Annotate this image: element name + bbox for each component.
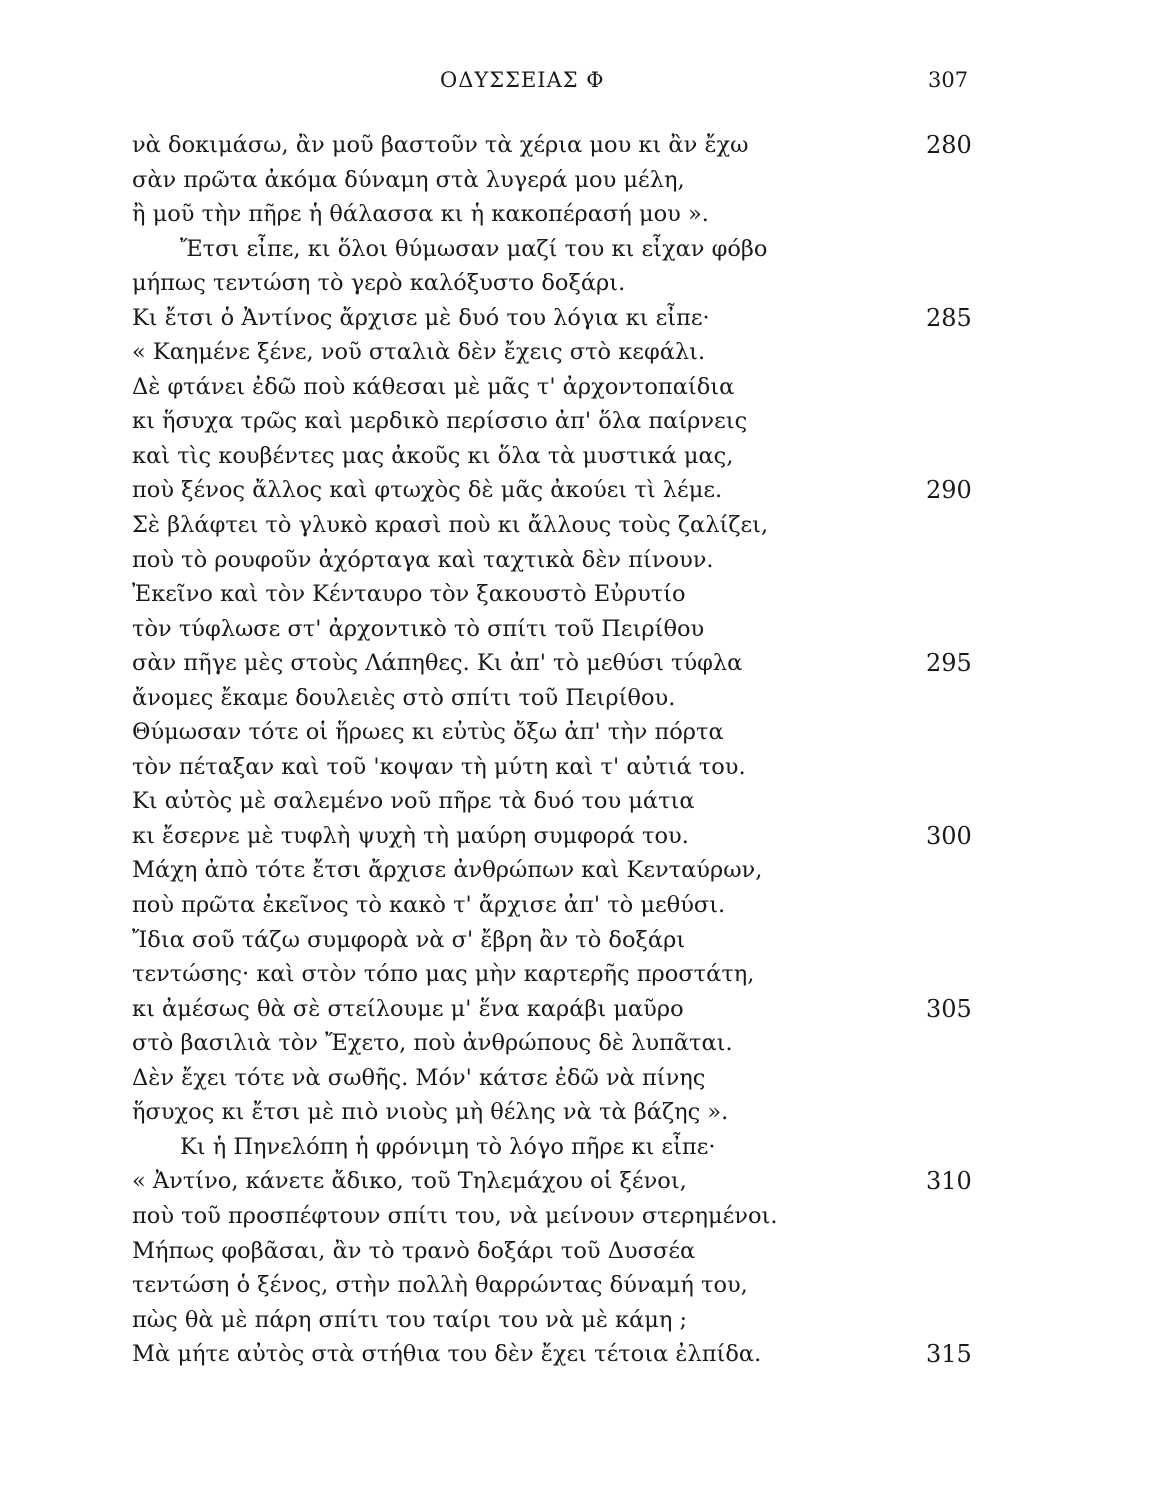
- verse-text: ποὺ τοῦ προσπέφτουν σπίτι του, νὰ μείνουν στερημένοι.: [132, 1202, 778, 1229]
- verse-line: [132, 163, 1032, 198]
- verse-text: Θύμωσαν τότε οἱ ἥρωες κι εὐτὺς ὄξω ἀπ' τὴν πόρτα: [132, 719, 724, 746]
- verse-text: ποὺ τὸ ρουφοῦν ἀχόρταγα καὶ ταχτικὰ δὲν πίνουν.: [132, 546, 714, 573]
- verse-line: [132, 577, 1032, 612]
- line-number: 305: [926, 994, 972, 1023]
- verse-line: [132, 266, 1032, 301]
- verse-text: μήπως τεντώση τὸ γερὸ καλόξυστο δοξάρι.: [132, 270, 626, 297]
- verse-text: Ἴδια σοῦ τάζω συμφορὰ νὰ σ' ἔβρη ἂν τὸ δοξάρι: [132, 926, 686, 953]
- verse-text: Κι αὐτὸς μὲ σαλεμένο νοῦ πῆρε τὰ δυό του μάτια: [132, 788, 695, 815]
- verse-line: [132, 197, 1032, 232]
- verse-text: καὶ τὶς κουβέντες μας ἀκοῦς κι ὅλα τὰ μυστικά μας,: [132, 442, 734, 469]
- verse-line: [132, 1234, 1032, 1269]
- verse-text: κι ἀμέσως θὰ σὲ στείλουμε μ' ἕνα καράβι μαῦρο: [132, 995, 684, 1022]
- verse-text: κι ἥσυχα τρῶς καὶ μερδικὸ περίσσιο ἀπ' ὅλα παίρνεις: [132, 408, 748, 435]
- verse-line: [132, 1199, 1032, 1234]
- line-number: 280: [926, 131, 972, 159]
- line-number: 290: [926, 476, 972, 505]
- line-number: 285: [926, 303, 972, 332]
- line-number: 315: [926, 1340, 972, 1369]
- verse-text: τὸν τύφλωσε στ' ἀρχοντικὸ τὸ σπίτι τοῦ Πειρίθου: [132, 615, 705, 642]
- verse-text: Ἐκεῖνο καὶ τὸν Κένταυρο τὸν ξακουστὸ Εὐρυτίο: [132, 581, 686, 608]
- verse-text: « Ἀντίνο, κάνετε ἄδικο, τοῦ Τηλεμάχου οἱ ξένοι,: [132, 1168, 687, 1195]
- verse-line: [132, 1026, 1032, 1061]
- verse-text: Μάχη ἀπὸ τότε ἔτσι ἄρχισε ἀνθρώπων καὶ Κενταύρων,: [132, 857, 763, 884]
- running-title: ΟΔΥΣΣΕΙΑΣ Φ: [440, 68, 605, 92]
- verse-line: [132, 301, 1032, 336]
- verse-line: [132, 1337, 1032, 1372]
- verse-text: Ἔτσι εἶπε, κι ὅλοι θύμωσαν μαζί του κι εἶχαν φόβο: [180, 235, 768, 262]
- verse-text: Κι ἔτσι ὁ Ἀντίνος ἄρχισε μὲ δυό του λόγια κι εἶπε·: [132, 304, 710, 331]
- verse-line: [132, 232, 1032, 267]
- verse-text: τεντώσης· καὶ στὸν τόπο μας μὴν καρτερῆς προστάτη,: [132, 961, 755, 988]
- verse-line: [132, 612, 1032, 647]
- verse-text: ποὺ ξένος ἄλλος καὶ φτωχὸς δὲ μᾶς ἀκούει τὶ λέμε.: [132, 477, 723, 504]
- page-header: [0, 68, 1156, 98]
- verse-line: [132, 1164, 1032, 1199]
- line-number: 310: [926, 1167, 972, 1196]
- verse-line: [132, 473, 1032, 508]
- line-number: 295: [926, 649, 972, 678]
- verse-line: [132, 1130, 1032, 1165]
- verse-text: ποὺ πρῶτα ἐκεῖνος τὸ κακὸ τ' ἄρχισε ἀπ' τὸ μεθύσι.: [132, 892, 726, 919]
- verse-line: [132, 646, 1032, 681]
- verse-line: [132, 439, 1032, 474]
- verse-text: τὸν πέταξαν καὶ τοῦ 'κοψαν τὴ μύτη καὶ τ' αὐτιά του.: [132, 753, 746, 780]
- page-number: 307: [928, 68, 969, 92]
- verse-text: ἄνομες ἔκαμε δουλειὲς στὸ σπίτι τοῦ Πειρίθου.: [132, 684, 676, 711]
- verse-line: [132, 819, 1032, 854]
- verse-line: [132, 404, 1032, 439]
- verse-line: [132, 543, 1032, 578]
- verse-line: [132, 1061, 1032, 1096]
- verse-text: στὸ βασιλιὰ τὸν Ἔχετο, ποὺ ἀνθρώπους δὲ λυπᾶται.: [132, 1030, 733, 1057]
- verse-line: [132, 1268, 1032, 1303]
- verse-text: Δὲ φτάνει ἐδῶ ποὺ κάθεσαι μὲ μᾶς τ' ἀρχοντοπαίδια: [132, 373, 735, 400]
- verse-text: ἥσυχος κι ἔτσι μὲ πιὸ νιοὺς μὴ θέλης νὰ τὰ βάζης ».: [132, 1099, 729, 1126]
- verse-line: [132, 335, 1032, 370]
- verse-text: « Καημένε ξένε, νοῦ σταλιὰ δὲν ἔχεις στὸ κεφάλι.: [132, 339, 706, 366]
- verse-line: [132, 128, 1032, 163]
- verse-text: σὰν πῆγε μὲς στοὺς Λάπηθες. Κι ἀπ' τὸ μεθύσι τύφλα: [132, 650, 743, 677]
- verse-text: Σὲ βλάφτει τὸ γλυκὸ κρασὶ ποὺ κι ἄλλους τοὺς ζαλίζει,: [132, 512, 769, 539]
- verse-text: σὰν πρῶτα ἀκόμα δύναμη στὰ λυγερά μου μέλη,: [132, 166, 685, 193]
- verse-line: [132, 992, 1032, 1027]
- verse-line: [132, 1095, 1032, 1130]
- verse-text: Μήπως φοβᾶσαι, ἂν τὸ τρανὸ δοξάρι τοῦ Δυσσέα: [132, 1237, 696, 1264]
- verse-text: Δὲν ἔχει τότε νὰ σωθῆς. Μόν' κάτσε ἐδῶ νὰ πίνης: [132, 1064, 706, 1091]
- verse-text: νὰ δοκιμάσω, ἂν μοῦ βαστοῦν τὰ χέρια μου κι ἂν ἔχω: [132, 132, 749, 158]
- verse-text: πὼς θὰ μὲ πάρη σπίτι του ταίρι του νὰ μὲ κάμη ;: [132, 1306, 688, 1333]
- verse-text: κι ἔσερνε μὲ τυφλὴ ψυχὴ τὴ μαύρη συμφορά του.: [132, 822, 689, 849]
- verse-line: [132, 888, 1032, 923]
- verse-line: [132, 715, 1032, 750]
- verse-text: τεντώση ὁ ξένος, στὴν πολλὴ θαρρώντας δύναμή του,: [132, 1272, 748, 1299]
- verse-line: [132, 508, 1032, 543]
- verse-line: [132, 784, 1032, 819]
- verse-text: Κι ἡ Πηνελόπη ἡ φρόνιμη τὸ λόγο πῆρε κι εἶπε·: [180, 1133, 716, 1160]
- line-number: 300: [926, 821, 972, 850]
- verse-line: [132, 750, 1032, 785]
- verse-text: ἢ μοῦ τὴν πῆρε ἡ θάλασσα κι ἡ κακοπέρασή μου ».: [132, 201, 709, 228]
- verse-line: [132, 853, 1032, 888]
- verse-block: [132, 128, 1032, 1372]
- verse-text: Μὰ μήτε αὐτὸς στὰ στήθια του δὲν ἔχει τέτοια ἐλπίδα.: [132, 1341, 762, 1368]
- verse-line: [132, 923, 1032, 958]
- verse-line: [132, 370, 1032, 405]
- verse-line: [132, 1303, 1032, 1338]
- verse-line: [132, 681, 1032, 716]
- verse-line: [132, 957, 1032, 992]
